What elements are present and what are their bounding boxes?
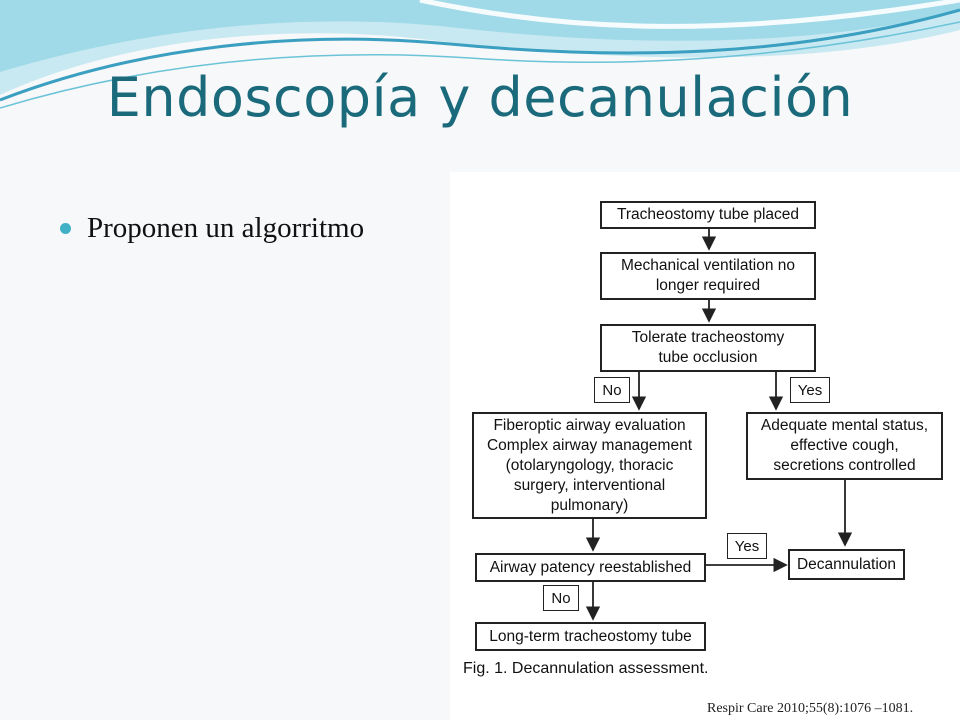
node-text: Complex airway management [486, 436, 693, 454]
bullet-dot-icon [60, 223, 71, 234]
node-decannulation [788, 549, 905, 580]
node-fiberoptic-evaluation [472, 412, 707, 519]
label-no: No [594, 377, 630, 403]
bullet-item [60, 212, 364, 245]
bullet-text: Proponen un algorritmo [87, 212, 365, 244]
node-text: tube occlusion [658, 349, 758, 366]
flowchart-figure [450, 172, 960, 720]
node-text: pulmonary) [550, 496, 629, 514]
node-text: Fiberoptic airway evaluation [493, 416, 686, 434]
node-text: secretions controlled [773, 457, 916, 474]
node-airway-patency [475, 553, 706, 582]
node-text: Airway patency reestablished [489, 558, 692, 576]
node-text: surgery, interventional [513, 476, 666, 494]
node-text: effective cough, [790, 437, 899, 454]
node-text: longer required [655, 277, 761, 294]
figure-caption: Fig. 1. Decannulation assessment. [463, 660, 709, 677]
node-text: (otolaryngology, thoracic [505, 456, 674, 474]
label-no: No [543, 585, 579, 611]
node-text: Mechanical ventilation no [620, 257, 796, 274]
node-long-term-tube [475, 622, 706, 651]
node-adequate-status [746, 412, 943, 480]
citation: Respir Care 2010;55(8):1076 –1081. [707, 701, 914, 716]
slide-title: Endoscopía y decanulación [106, 66, 854, 129]
node-text: Decannulation [796, 555, 897, 573]
node-text: Tolerate tracheostomy [631, 329, 785, 346]
node-mv-not-required [600, 252, 816, 300]
node-tolerate-occlusion [600, 324, 816, 372]
node-text: Long-term tracheostomy tube [489, 627, 692, 645]
label-yes: Yes [727, 533, 767, 559]
node-text: Tracheostomy tube placed [616, 206, 800, 223]
label-yes: Yes [790, 377, 830, 403]
node-tube-placed [600, 201, 816, 229]
node-text: Adequate mental status, [760, 417, 929, 434]
